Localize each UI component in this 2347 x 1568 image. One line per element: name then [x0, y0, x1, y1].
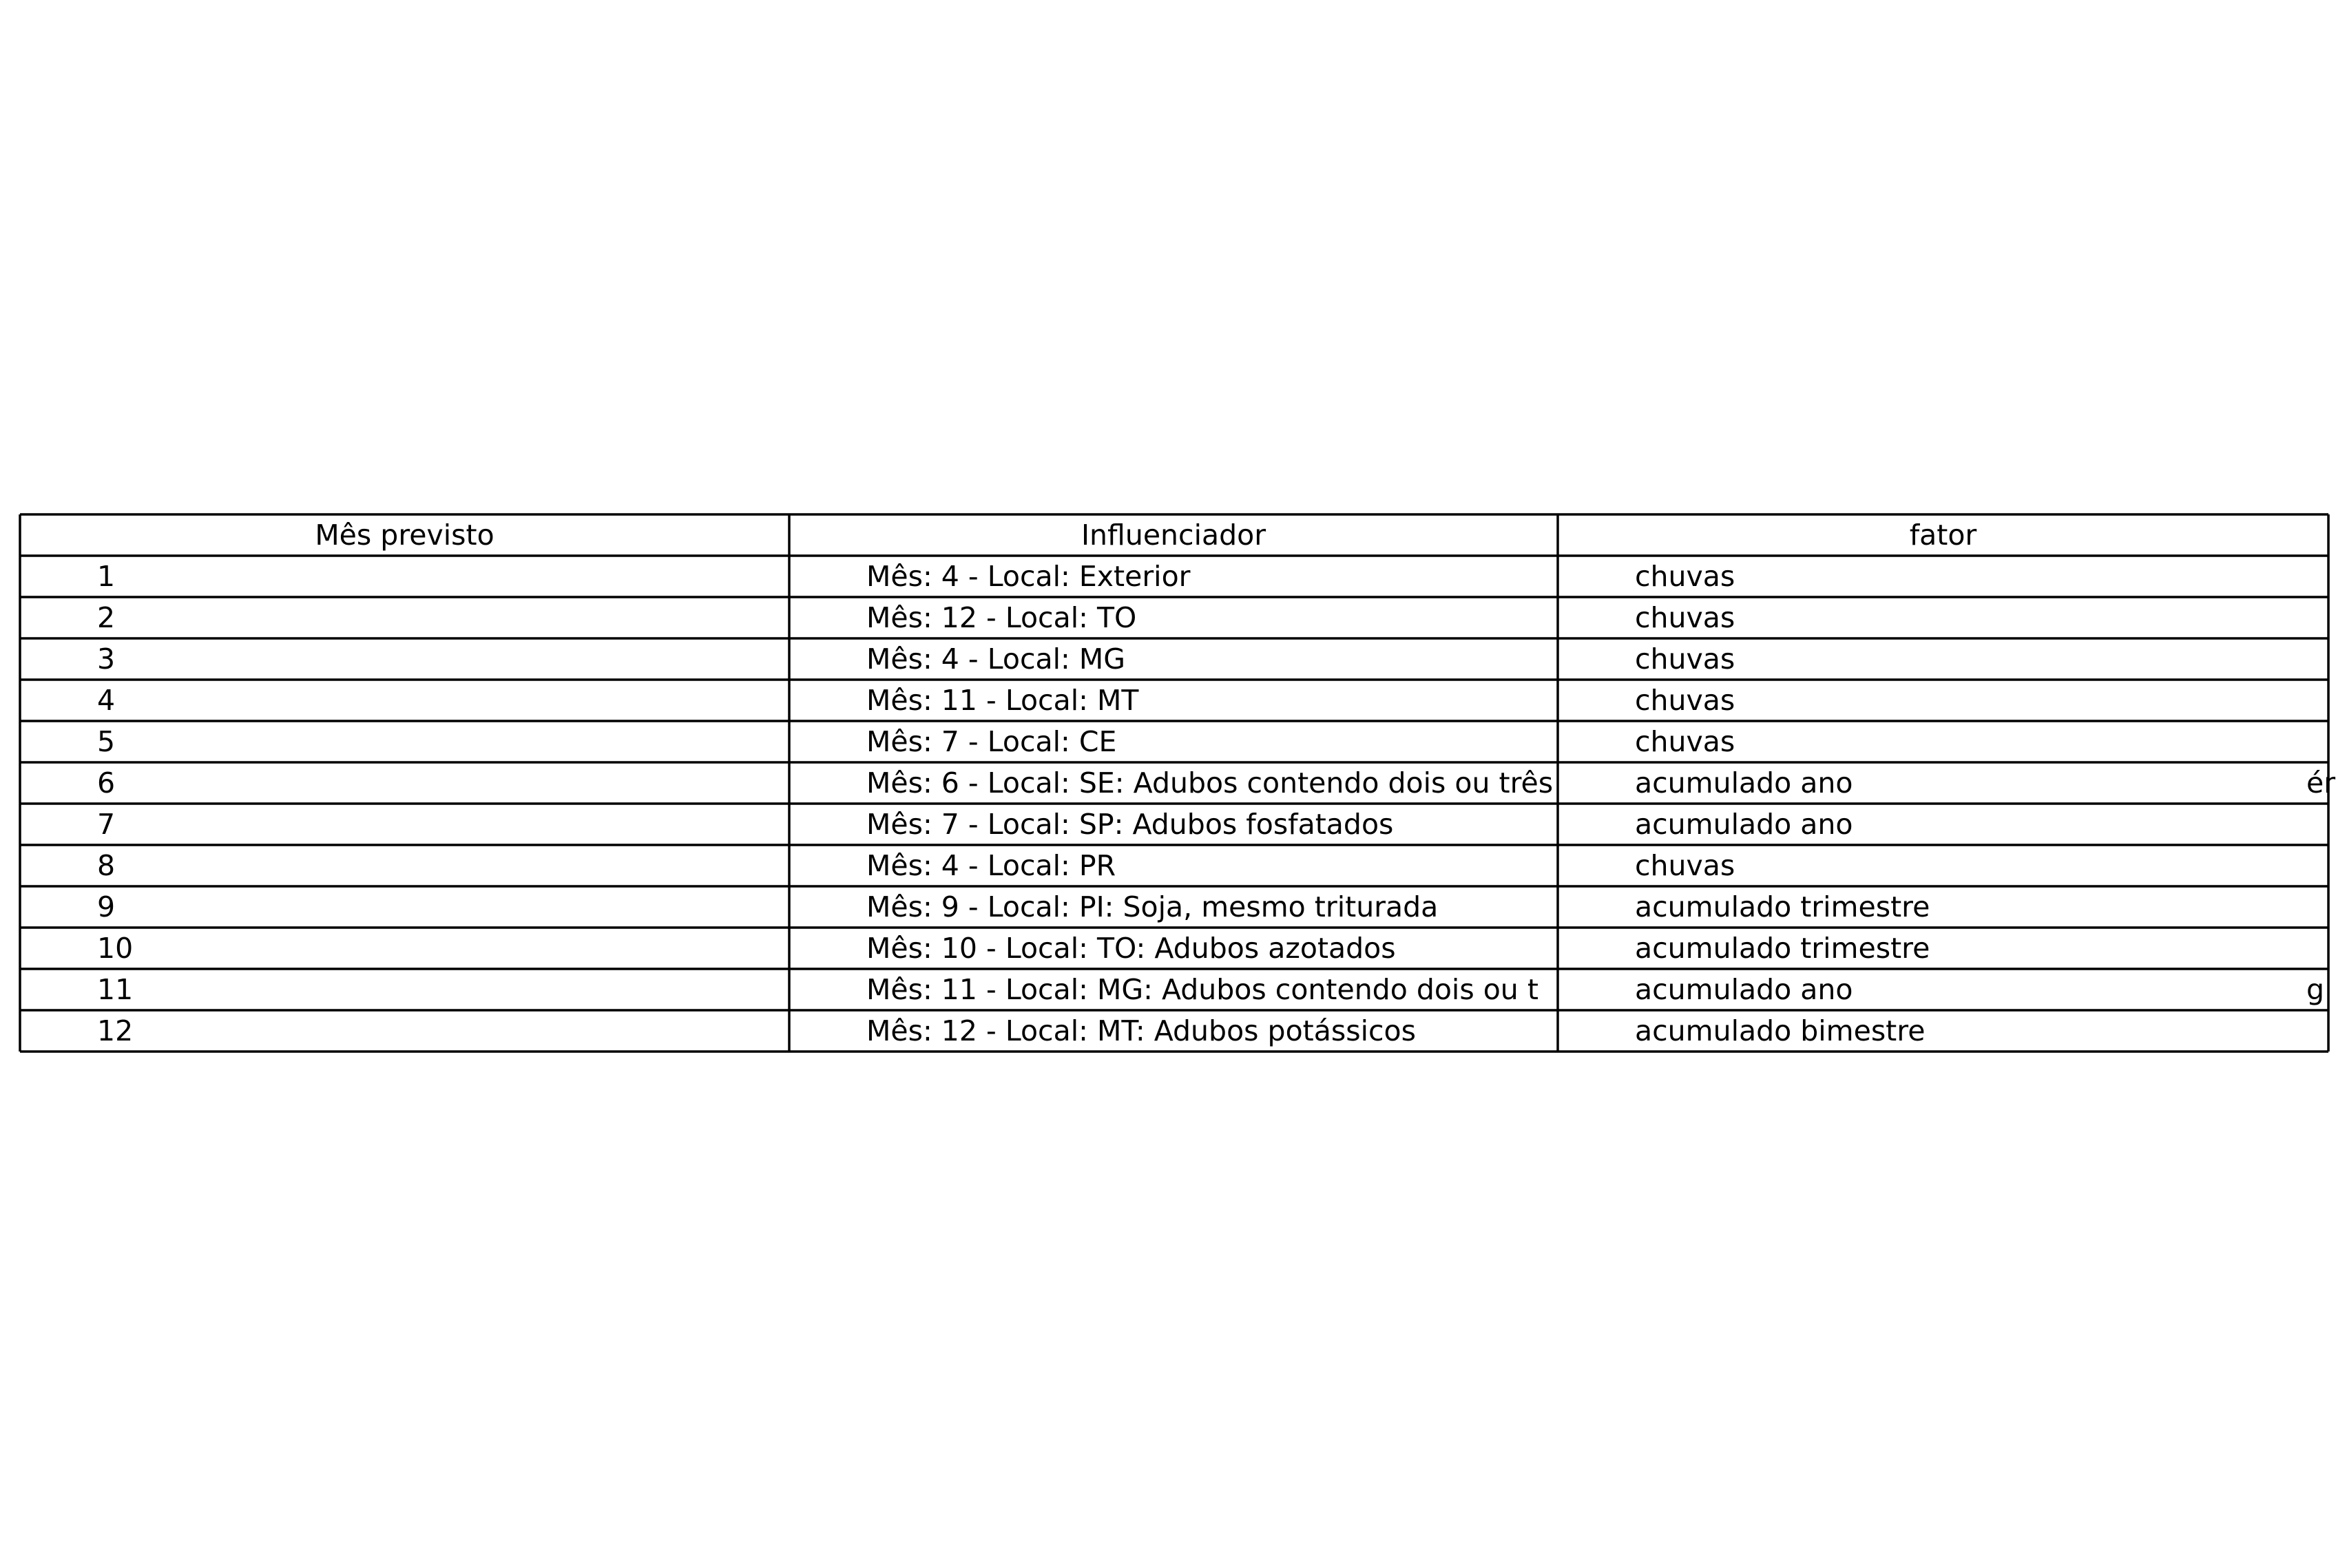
table-cell: acumulado trimestre [1635, 932, 1930, 965]
table-cell: 8 [97, 849, 116, 882]
table-cell: 2 [97, 601, 116, 634]
table-cell: Mês: 12 - Local: TO [866, 601, 1137, 634]
table-cell: 3 [97, 642, 116, 676]
table-cell: 7 [97, 808, 116, 841]
table-cell: Mês: 11 - Local: MT [866, 684, 1139, 717]
table-cell: 6 [97, 766, 116, 799]
table-cell: 12 [97, 1014, 134, 1047]
table-cell: chuvas [1635, 725, 1735, 758]
table-cell: acumulado bimestre [1635, 1014, 1926, 1047]
table-cell: 4 [97, 684, 116, 717]
overflow-text-fragment: g [2306, 973, 2325, 1006]
table-cell: chuvas [1635, 642, 1735, 676]
table-cell: Mês: 10 - Local: TO: Adubos azotados [866, 932, 1396, 965]
table-cell: Mês: 7 - Local: CE [866, 725, 1117, 758]
table-cell: chuvas [1635, 560, 1735, 593]
column-header: Mês previsto [315, 519, 494, 552]
table-cell: 10 [97, 932, 134, 965]
table-cell: Mês: 4 - Local: MG [866, 642, 1126, 676]
table-cell: 9 [97, 890, 116, 923]
table-cell: chuvas [1635, 849, 1735, 882]
table-cell: acumulado ano [1635, 808, 1853, 841]
table-cell: Mês: 12 - Local: MT: Adubos potássicos [866, 1014, 1416, 1047]
table-cell: Mês: 6 - Local: SE: Adubos contendo dois ou três [866, 766, 1554, 799]
overflow-text-fragment: ér [2306, 766, 2336, 799]
table-cell: 11 [97, 973, 134, 1006]
table-cell: 1 [97, 560, 116, 593]
table-cell: acumulado ano [1635, 766, 1853, 799]
table-cell: chuvas [1635, 684, 1735, 717]
table-cell: Mês: 4 - Local: Exterior [866, 560, 1191, 593]
table-cell: acumulado trimestre [1635, 890, 1930, 923]
column-header: Influenciador [1081, 519, 1266, 552]
table-cell: Mês: 9 - Local: PI: Soja, mesmo triturada [866, 890, 1439, 923]
table-cell: chuvas [1635, 601, 1735, 634]
table-cell: Mês: 7 - Local: SP: Adubos fosfatados [866, 808, 1394, 841]
table-cell: 5 [97, 725, 116, 758]
table-cell: Mês: 11 - Local: MG: Adubos contendo dois ou t [866, 973, 1538, 1006]
column-header: fator [1909, 519, 1977, 552]
table-cell: acumulado ano [1635, 973, 1853, 1006]
table-cell: Mês: 4 - Local: PR [866, 849, 1116, 882]
data-table [20, 514, 2336, 1054]
